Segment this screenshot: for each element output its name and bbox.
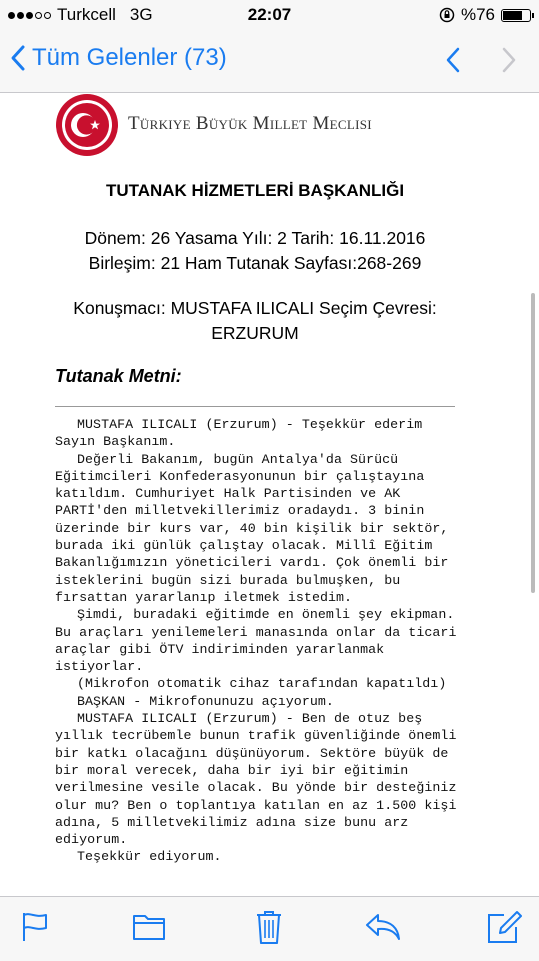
back-label: Tüm Gelenler (73) [32,44,227,71]
speaker-info [0,296,510,346]
transcript-paragraph: Teşekkür ediyorum. [77,849,222,865]
divider [55,406,455,407]
transcript-paragraph: Değerli Bakanım, bugün Antalya'da Sürücü Eğitimcileri Konfederasyonunun bir çalıştayına katıldım. Cumhuriyet Halk Partisinden ve AK PARTİ'den milletvekillerimiz oradaydı. 3 binin üzerinde bir kurs var, 40 bin kişilik bir sektör, burada iki günlük çalıştay olacak. Millî Eğitim Bakanlığımızın yöneticileri vardı. Çok önemli bir isteklerini bugün sizi burada bulmuşken, bu fırsattan yararlanıp iletmek istedim. [55,451,449,605]
folder-icon[interactable] [132,911,166,941]
battery-icon [501,9,531,22]
scrollbar[interactable] [531,293,535,593]
message-body [0,93,539,895]
transcript-text [55,416,463,866]
sitting-info: Birleşim: 21 Ham Tutanak Sayfası:268-269 [88,253,422,273]
battery-percent: %76 [460,5,495,24]
status-right [439,5,531,25]
transcript-paragraph: BAŞKAN - Mikrofonunuzu açıyorum. [77,693,334,709]
transcript-paragraph: MUSTAFA ILICALI (Erzurum) - Teşekkür ederim Sayın Başkanım. [55,417,423,450]
reply-icon[interactable] [364,911,402,943]
back-button[interactable] [10,44,227,72]
clock: 22:07 [247,5,292,24]
speaker-line: Konuşmacı: MUSTAFA ILICALI Seçim Çevresi: [73,298,437,318]
transcript-title: Tutanak Metni: [55,366,182,386]
trash-icon[interactable] [254,909,284,945]
organization-name: Türkiye Büyük Millet Meclisi [128,113,372,134]
battery-fill [503,11,522,20]
transcript-paragraph: (Mikrofon otomatik cihaz tarafından kapatıldı) [77,676,447,692]
network-type: 3G [129,5,153,24]
department-heading: TUTANAK HİZMETLERİ BAŞKANLIĞI [105,181,405,200]
carrier-name: Turkcell [57,5,116,24]
navigation-bar [0,30,539,93]
tbmm-emblem-logo [55,93,119,157]
transcript-paragraph: MUSTAFA ILICALI (Erzurum) - Ben de otuz beş yıllık tecrübemle bunun trafik güvenliğinde önemli bir katkı olacağını düşünüyorum. Sektöre büyük de bir moral verecek, daha bir iyi bir eğitimin verilmesine vesile olacak. Bu yönde bir desteğiniz olur mu? Ben o toplantıya katılan en az 1.500 kişi adına, 5 milletvekilimiz adına size bunu arz ediyorum. [55,711,457,848]
transcript-paragraph: Şimdi, buradaki eğitimde en önemli şey ekipman. Bu araçları yenilemeleri manasında onlar da ticari araçlar gibi ÖTV indiriminden yararlanmak istiyorlar. [55,607,457,675]
compose-icon[interactable] [486,909,522,945]
constituency-line: ERZURUM [211,323,299,343]
orientation-lock-icon [439,7,455,23]
status-bar [0,0,539,30]
session-info: Dönem: 26 Yasama Yılı: 2 Tarih: 16.11.2016 [84,228,426,248]
chevron-left-icon [10,44,26,72]
flag-icon[interactable] [20,911,50,943]
previous-message-icon[interactable] [444,46,462,74]
bottom-toolbar [0,896,539,961]
next-message-icon[interactable] [500,46,518,74]
